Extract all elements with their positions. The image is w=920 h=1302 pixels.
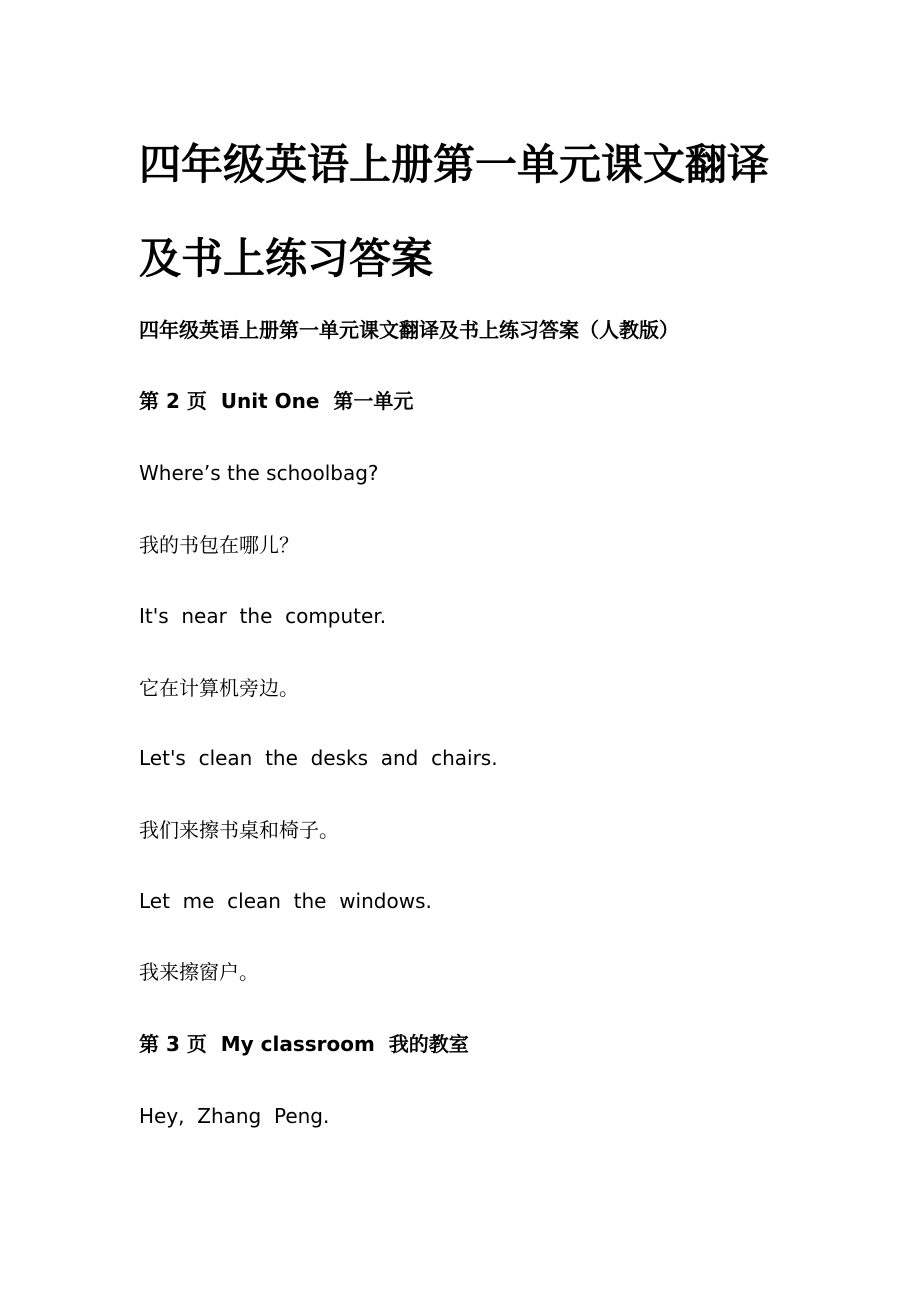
document-title-line-1: 四年级英语上册第一单元课文翻译 [139,140,770,189]
text-line: 它在计算机旁边。 [139,676,299,700]
text-line: 我们来擦书桌和椅子。 [139,818,339,842]
text-line: 我的书包在哪儿？ [139,533,299,557]
document-subtitle: 四年级英语上册第一单元课文翻译及书上练习答案（人教版） [139,318,679,342]
text-line: Hey, Zhang Peng. [139,1104,330,1128]
text-line: Where’s the schoolbag? [139,461,379,485]
text-line: 我来擦窗户。 [139,960,259,984]
text-line: Let's clean the desks and chairs. [139,746,498,770]
section-heading-page-3: 第 3 页 My classroom 我的教室 [139,1032,469,1056]
section-heading-page-2: 第 2 页 Unit One 第一单元 [139,389,414,413]
text-line: It's near the computer. [139,604,387,628]
text-line: Let me clean the windows. [139,889,432,913]
document-title-line-2: 及书上练习答案 [139,234,434,283]
